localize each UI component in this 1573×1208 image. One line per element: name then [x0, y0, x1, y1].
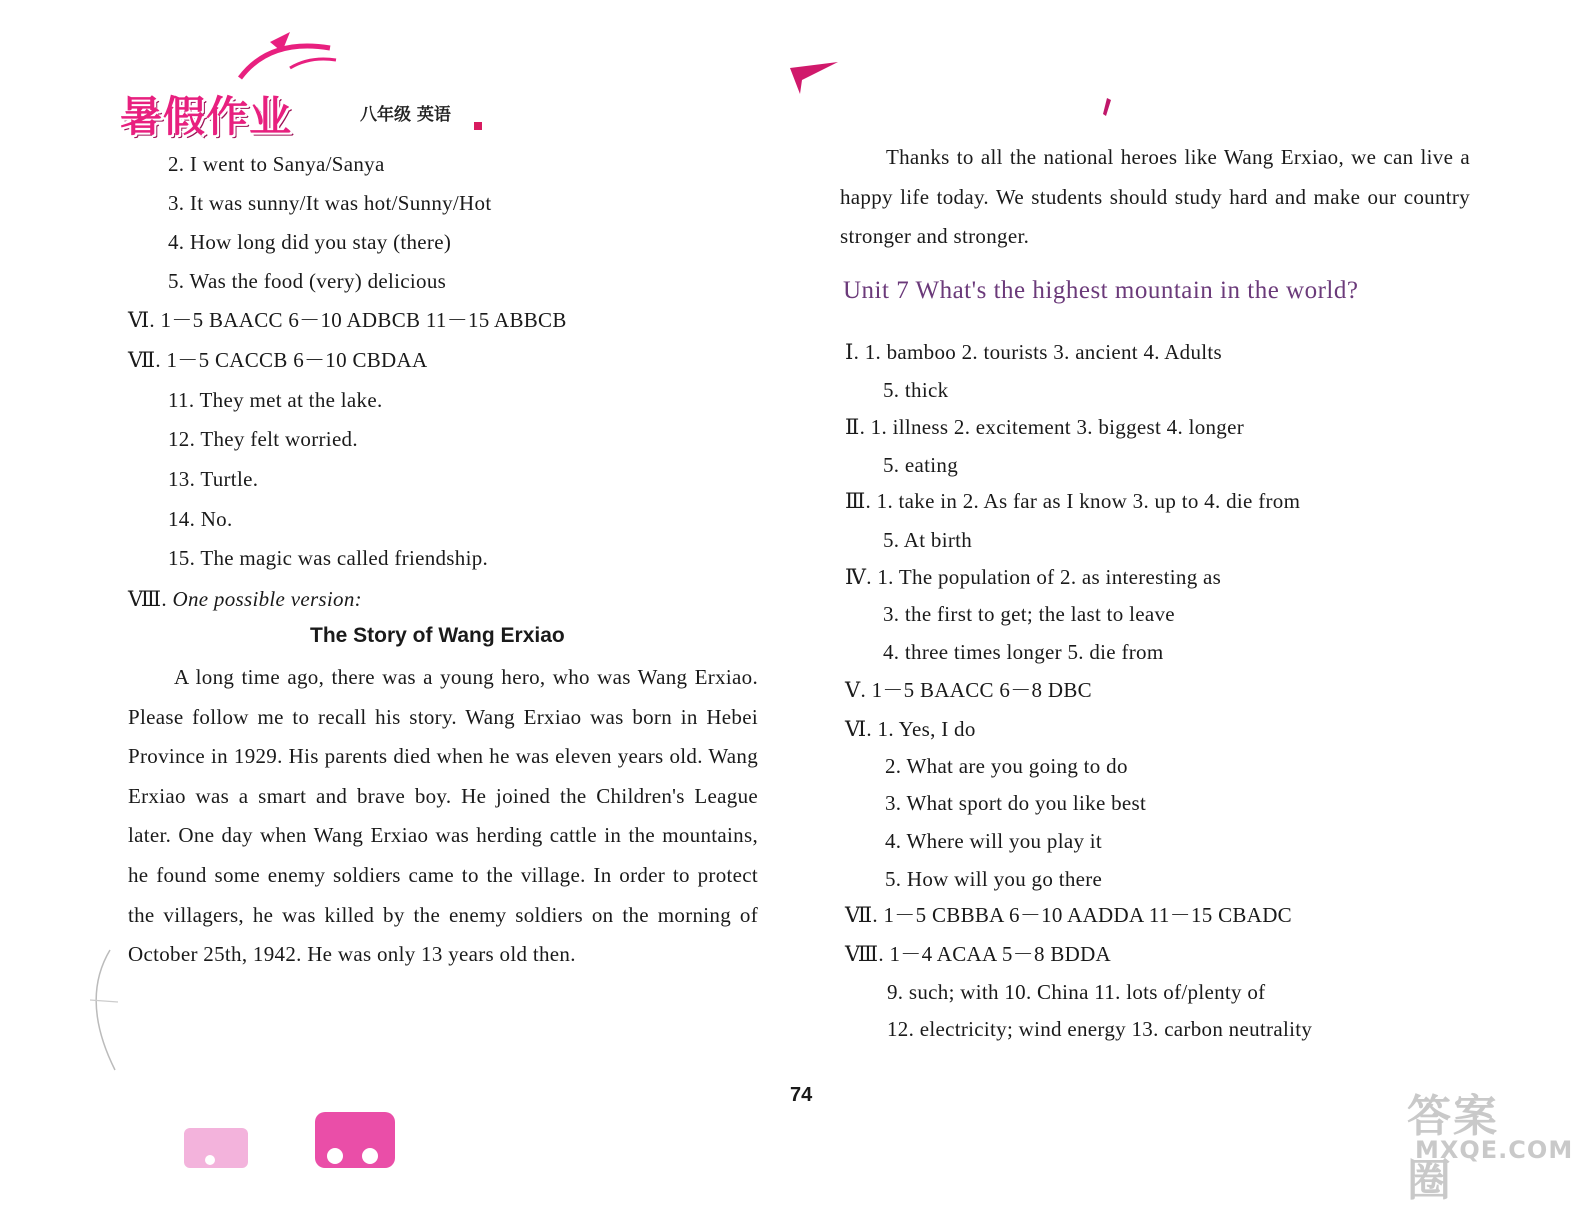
answer-line: Ⅵ. 1. Yes, I do: [845, 717, 976, 741]
brand-title: 暑假作业: [120, 92, 293, 141]
answer-line: 12. They felt worried.: [168, 427, 358, 451]
answer-line: Ⅷ. 1－4 ACAA 5－8 BDDA: [845, 942, 1112, 966]
answer-line: 9. such; with 10. China 11. lots of/plenty of: [887, 980, 1266, 1004]
answer-line: 4. three times longer 5. die from: [883, 640, 1164, 664]
unit-heading: Unit 7 What's the highest mountain in the world?: [843, 277, 1359, 304]
answer-line: 5. Was the food (very) delicious: [168, 269, 447, 293]
pen-mark-icon: [1100, 96, 1114, 118]
bottom-deco-icon: [170, 1108, 410, 1170]
page-number: 74: [790, 1084, 813, 1106]
brand-swoosh-icon: [230, 28, 340, 88]
arrow-decoration-icon: [788, 60, 840, 96]
answer-line: 3. What sport do you like best: [885, 791, 1147, 815]
answer-line: 5. How will you go there: [885, 867, 1103, 891]
answer-line: Ⅶ. 1－5 CACCB 6－10 CBDAA: [128, 348, 428, 372]
answer-line: 5. eating: [883, 453, 959, 477]
margin-scribble-icon: [70, 940, 130, 1080]
answer-line: Ⅱ. 1. illness 2. excitement 3. biggest 4. longer: [845, 415, 1245, 439]
answer-line: Ⅰ. 1. bamboo 2. tourists 3. ancient 4. Adults: [845, 340, 1223, 364]
answer-line: Ⅲ. 1. take in 2. As far as I know 3. up to 4. die from: [845, 489, 1301, 513]
answer-line: 2. What are you going to do: [885, 754, 1128, 778]
section-note: One possible version:: [172, 587, 362, 611]
answer-line: 14. No.: [168, 507, 233, 531]
answer-line: Ⅶ. 1－5 CBBBA 6－10 AADDA 11－15 CBADC: [845, 903, 1292, 927]
story-continuation: Thanks to all the national heroes like Wang Erxiao, we can live a happy life today. We students should study hard and make our country stronger and stronger.: [840, 145, 1470, 249]
answer-line: 11. They met at the lake.: [168, 388, 383, 412]
answer-line: 15. The magic was called friendship.: [168, 546, 489, 570]
answer-line: 3. the first to get; the last to leave: [883, 602, 1175, 626]
brand-dot: [474, 122, 482, 130]
section-label: Ⅷ.: [128, 587, 167, 611]
answer-line: 3. It was sunny/It was hot/Sunny/Hot: [168, 191, 492, 215]
story-title: The Story of Wang Erxiao: [310, 624, 565, 647]
answer-line: 5. thick: [883, 378, 949, 402]
answer-line: 4. How long did you stay (there): [168, 230, 452, 254]
answer-line: Ⅳ. 1. The population of 2. as interesting as: [845, 565, 1222, 589]
answer-line: 13. Turtle.: [168, 467, 259, 491]
answer-line: Ⅵ. 1－5 BAACC 6－10 ADBCB 11－15 ABBCB: [128, 308, 567, 332]
brand-logo: [120, 80, 320, 140]
answer-line: 2. I went to Sanya/Sanya: [168, 152, 385, 176]
answer-line: 12. electricity; wind energy 13. carbon neutrality: [887, 1017, 1313, 1041]
story-paragraph: A long time ago, there was a young hero, who was Wang Erxiao. Please follow me to recall his story. Wang Erxiao was born in Hebei Province in 1929. His parents died when he was eleven years old. Wang Erxiao was a smart and brave boy. He joined the Children's League later. One day when Wang Erxiao was herding cattle in the mountains, he found some enemy soldiers came to the village. In order to protect the villagers, he was killed by the enemy soldiers on the morning of October 25th, 1942. He was only 13 years old then.: [128, 665, 758, 967]
answer-line: 4. Where will you play it: [885, 829, 1103, 853]
watermark-logo: 答案圈: [1407, 1091, 1499, 1206]
watermark-url: MXQE.COM: [1415, 1136, 1573, 1164]
brand-subtitle: 八年级 英语: [360, 105, 451, 125]
watermark: [1405, 1080, 1573, 1206]
answer-line: 5. At birth: [883, 528, 973, 552]
answer-line: Ⅴ. 1－5 BAACC 6－8 DBC: [845, 678, 1092, 702]
section-8-heading: [128, 586, 362, 612]
